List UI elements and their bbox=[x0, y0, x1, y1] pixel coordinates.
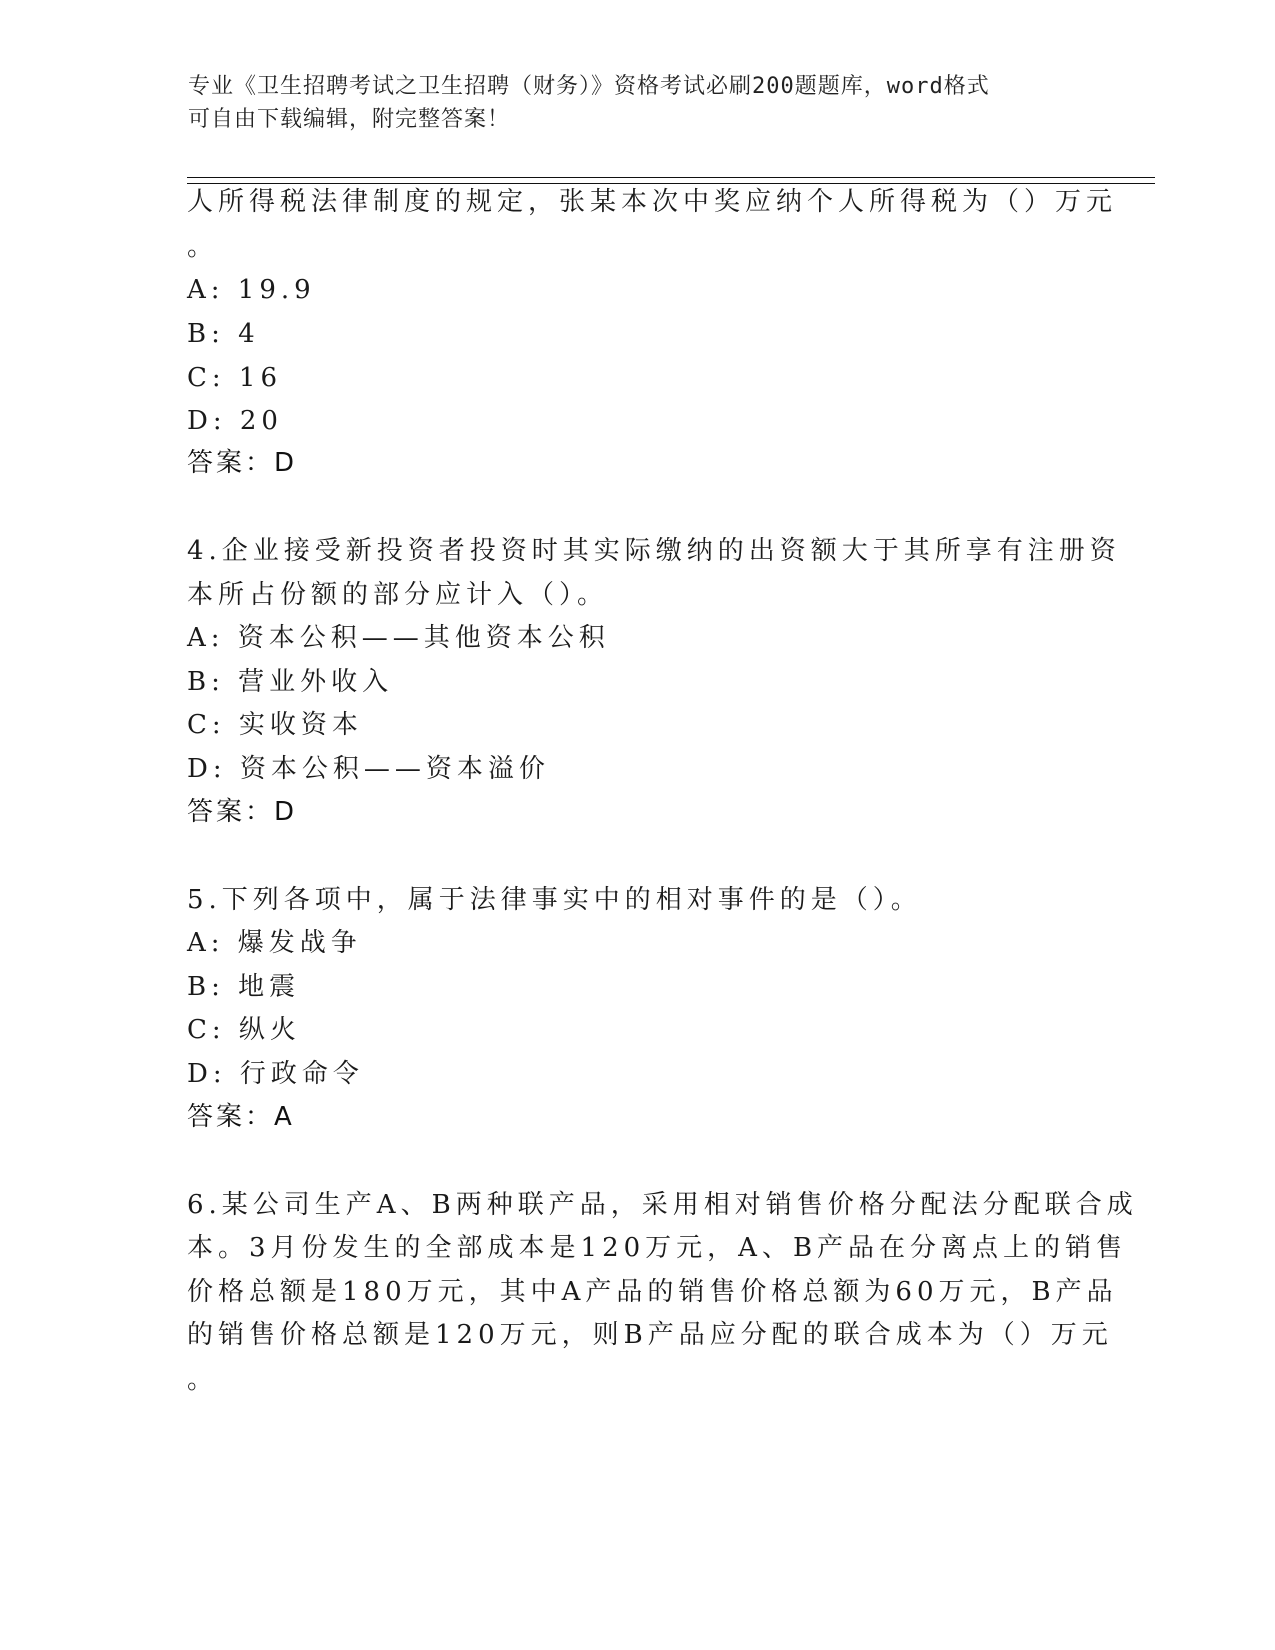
header-line-1: 专业《卫生招聘考试之卫生招聘（财务）》资格考试必刷200题题库，word格式 bbox=[188, 74, 990, 99]
q6-stem-line-2: 本。3月份发生的全部成本是120万元，A、B产品在分离点上的销售 bbox=[187, 1233, 1128, 1263]
q4-stem-line-2: 本所占份额的部分应计入（）。 bbox=[187, 580, 609, 610]
q6-stem-line-3: 价格总额是180万元，其中A产品的销售价格总额为60万元，B产品 bbox=[187, 1277, 1118, 1307]
q6-stem-end: 。 bbox=[187, 1365, 219, 1395]
q5-answer: 答案：A bbox=[187, 1102, 295, 1132]
q4-option-a: A: 资本公积——其他资本公积 bbox=[187, 623, 610, 653]
q5-option-b: B: 地震 bbox=[187, 972, 301, 1002]
q5-option-d: D: 行政命令 bbox=[187, 1059, 364, 1089]
document-header bbox=[188, 70, 1088, 136]
q3-option-a: A: 19.9 bbox=[187, 275, 316, 305]
q3-option-d: D: 20 bbox=[187, 406, 283, 436]
q3-stem-tail: 人所得税法律制度的规定，张某本次中奖应纳个人所得税为（）万元 bbox=[187, 187, 1118, 217]
header-divider-top bbox=[187, 177, 1155, 178]
q4-answer: 答案：D bbox=[187, 797, 298, 827]
q5-stem-line-1: 5.下列各项中，属于法律事实中的相对事件的是（）。 bbox=[187, 885, 922, 915]
q4-option-c: C: 实收资本 bbox=[187, 710, 363, 740]
q3-stem-end: 。 bbox=[187, 232, 219, 262]
q3-answer: 答案：D bbox=[187, 448, 298, 478]
q3-option-b: B: 4 bbox=[187, 319, 260, 349]
q3-option-c: C: 16 bbox=[187, 363, 283, 393]
q4-stem-line-1: 4.企业接受新投资者投资时其实际缴纳的出资额大于其所享有注册资 bbox=[187, 536, 1121, 566]
q4-option-d: D: 资本公积——资本溢价 bbox=[187, 754, 550, 784]
q6-stem-line-4: 的销售价格总额是120万元，则B产品应分配的联合成本为（）万元 bbox=[187, 1320, 1113, 1350]
q4-option-b: B: 营业外收入 bbox=[187, 667, 394, 697]
q5-option-a: A: 爆发战争 bbox=[187, 928, 362, 958]
header-line-2: 可自由下载编辑，附完整答案！ bbox=[188, 107, 511, 132]
q5-option-c: C: 纵火 bbox=[187, 1015, 301, 1045]
q6-stem-line-1: 6.某公司生产A、B两种联产品，采用相对销售价格分配法分配联合成 bbox=[187, 1190, 1138, 1220]
